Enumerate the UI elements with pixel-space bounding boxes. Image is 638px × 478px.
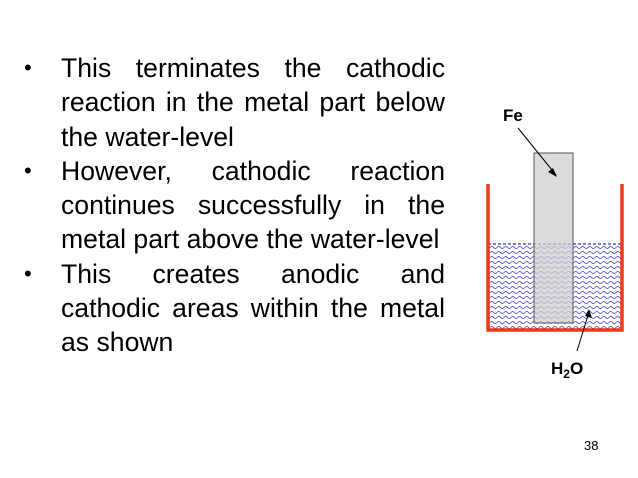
fe-label: Fe <box>503 106 523 125</box>
page-number: 38 <box>584 438 599 453</box>
bullet-text: This creates anodic and cathodic areas within the metal as shown <box>61 258 445 358</box>
bullet-text: However, cathodic reaction continues successfully in the metal part above the water-level <box>61 155 445 255</box>
bullet-dot: • <box>24 260 32 286</box>
bullet-text: This terminates the cathodic reaction in the metal part below the water-level <box>61 53 445 152</box>
h2o-label-subscript: 2 <box>563 367 570 381</box>
h2o-label <box>551 359 583 381</box>
bullet-dot: • <box>24 157 32 183</box>
h2o-label-tail: O <box>569 359 584 378</box>
iron-rod <box>534 153 573 323</box>
h2o-label-main: H <box>551 359 564 378</box>
bullet-dot: • <box>24 55 32 80</box>
